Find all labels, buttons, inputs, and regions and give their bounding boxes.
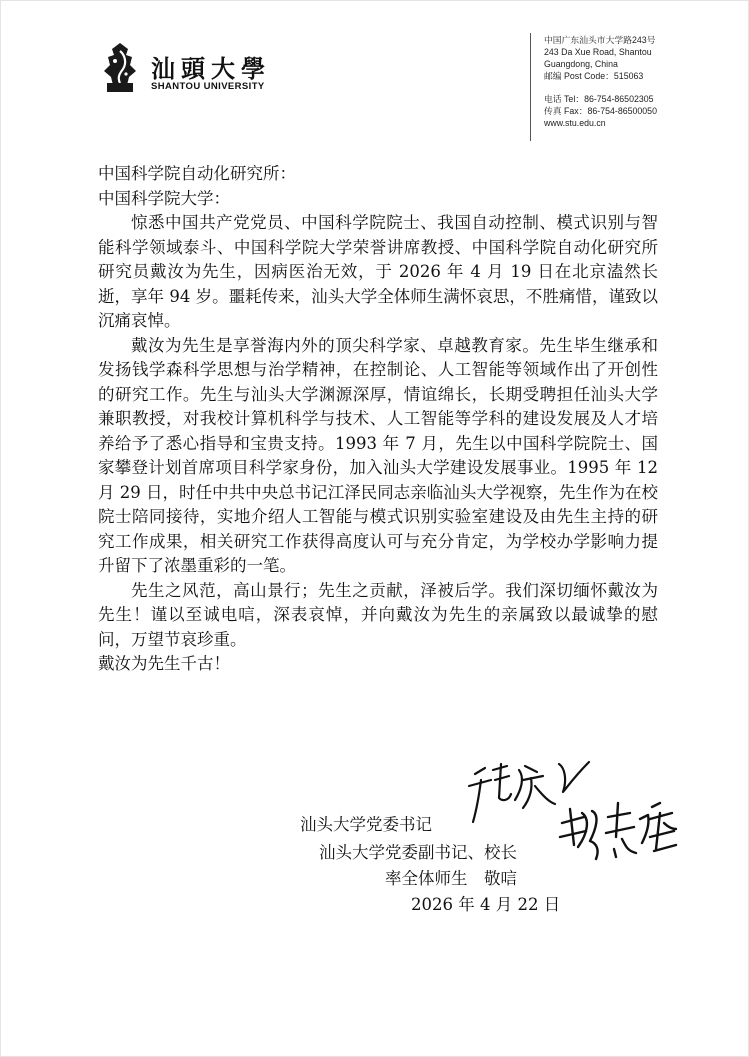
closing-line: 戴汝为先生千古！ [98,654,230,673]
signer-title-president: 汕头大学党委副书记、校长 [319,843,517,862]
sender-line: 率全体师生 敬唁 [385,869,517,888]
header-divider [530,33,531,141]
address-en-line2: Guangdong, China [544,59,618,69]
recipient-line: 中国科学院自动化研究所： [98,164,296,183]
paragraph: 先生之风范，高山景行；先生之贡献，泽被后学。我们深切缅怀戴汝为先生！谨以至诚电唁，深表哀悼，并向戴汝为先生的亲属致以最诚挚的慰问，万望节哀珍重。 [98,580,658,649]
paragraph: 戴汝为先生是享誉海内外的顶尖科学家、卓越教育家。先生毕生继承和发扬钱学森科学思想与治学精神，在控制论、人工智能等领域作出了开创性的研究工作。先生与汕头大学渊源深厚，情谊绵长，长期受聘担任汕头大学兼职教授，对我校计算机科学与技术、人工智能等学科的建设发展及人才培养给予了悉心指导和宝贵支持。1993 年 7 月，先生以中国科学院院士、国家攀登计划首席项目科学家身份，加入汕头大学建设发展事业。1995 年 12 月 29 日，时任中共中央总书记江泽民同志亲临汕头大学视察，先生作为在校院士陪同接待，实地介绍人工智能与模式识别实验室建设及由先生主持的研究工作成果，相关研究工作获得高度认可与充分肯定，为学校办学影响力提升留下了浓墨重彩的一笔。 [98,335,658,575]
letter-body [98,162,658,677]
recipient-line: 中国科学院大学： [98,188,230,208]
address-en-line1: 243 Da Xue Road, Shantou [544,47,652,57]
contact-info [544,34,657,129]
letter-date: 2026 年 4 月 22 日 [411,895,561,914]
university-name-en: SHANTOU UNIVERSITY [151,81,265,92]
website: www.stu.edu.cn [544,118,606,128]
university-logo [99,41,289,97]
fax: 传真 Fax：86-754-86500050 [544,106,657,116]
university-name-cn: 汕頭大學 [151,54,271,83]
university-emblem-icon [99,41,141,95]
postcode: 邮编 Post Code：515063 [544,71,644,81]
paragraph: 惊悉中国共产党党员、中国科学院院士、我国自动控制、模式识别与智能科学领域泰斗、中国科学院大学荣誉讲席教授、中国科学院自动化研究所研究员戴汝为先生，因病医治无效，于 2026 年 4 月 19 日在北京溘然长逝，享年 94 岁。噩耗传来，汕头大学全体师生满怀哀思，不胜痛惜，谨致以沉痛哀悼。 [98,213,658,330]
handwritten-signature-2 [556,793,681,873]
signer-title-party-secretary: 汕头大学党委书记 [300,815,432,834]
telephone: 电话 Tel：86-754-86502305 [544,94,654,104]
address-cn: 中国广东汕头市大学路243号 [544,35,656,45]
